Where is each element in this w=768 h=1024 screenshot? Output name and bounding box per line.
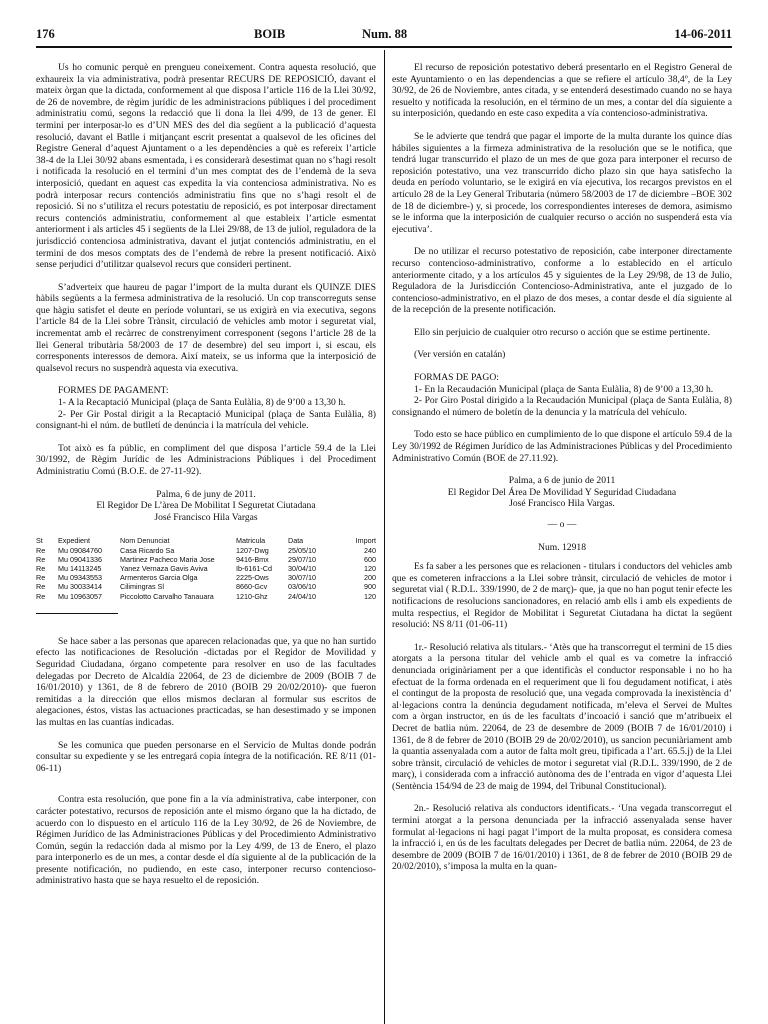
- table-cell: 30/07/10: [288, 573, 316, 583]
- column-header: Nom Denunciat: [120, 536, 170, 546]
- table-cell: 600: [364, 554, 376, 564]
- column-header: Expedient: [58, 536, 90, 546]
- notice-number: Num. 12918: [538, 541, 586, 553]
- signature-role: El Regidor De L’àrea De Mobilitat I Seguretat Ciutadana: [96, 500, 316, 512]
- table-cell: Re: [36, 591, 46, 601]
- header-rule: [36, 46, 732, 48]
- table-cell: Martinez Pacheco Maria Jose: [120, 554, 215, 564]
- table-cell: 9416-Bmx: [236, 554, 269, 564]
- paragraph: Se le advierte que tendrá que pagar el importe de la multa durante los quince días hábiles siguientes a la firmeza administrativa de la resolución que se le notifica, que tendrá lugar transcurrido el plazo de un mes de que goza para interponer el recurso de reposición potestativo, una vez transcurrido dicho plazo sin que haya satisfecho la deuda en período voluntario, se le exigirá en vía ejecutiva, los recargos previstos en el artículo 28 de la Ley General Tributaria (número 58/2003 de 17 de diciembre –BOE 302 de 18 de diciembre-) y, si procede, los correspondientes intereses de demora, asimismo se le informa que la interposición de cualquier recurso o acción no suspenderá esta vía ejecutiva’.: [392, 130, 732, 235]
- table-cell: Mu 09343553: [58, 573, 102, 583]
- paragraph: Us ho comunic perquè en prengueu coneixement. Contra aquesta resolució, que exhaureix la via administrativa, podrà presentar RECURS DE REPOSICIÓ, davant el mateix òrgan que la dictada, conformement al que disposa l’article 116 de la Llei 30/92, de 26 de novembre, de règim jurídic de les administracions públiques i del procediment administratiu comú, segons la redacció que li dona la llei 4/99, de 13 de gener. El termini per interposar-lo es d’UN MES des del dia següent a la publicació d’aquesta resolució, davant el Batlle i mitjançant escrit presentat a qualsevol de les oficines del Registre General d’aquest Ajuntament o a les dependències a què es refereix l’article 38-4 de la Llei 30/92 abans esmentada, i es considerarà desestimat quan no s’hagi resolt i notificada la resolució en el termini d’un mes comptat des de l’endemà de la seva interposició, quedant en aquest cas expedita la via contenciosa administrativa. No es podrà interposar recurs contenciós administratiu fins que no s’hagi resolt el de reposició. Si no s’utilitza el recurs potestatiu de reposició, es pot interposar directament recurs contenciós administratiu, conformement al que estableix l’article esmentat anteriorment i als articles 45 i següents de la Llei 29/88, de 13 de juliol, reguladora de la jurisdicció contenciosa administrativa, davant el jutjat contenciós administratiu, en el termini de dos mesos comptats des de l’endemà de rebre la present notificació. Això sense perjudici d’utilitzar qualsevol recurs que consideri pertinent.: [36, 62, 376, 271]
- signature-date: Palma, a 6 de junio de 2011: [508, 475, 616, 487]
- right-column: [392, 62, 732, 1024]
- paragraph: S’adverteix que haureu de pagar l’import de la multa durant els QUINZE DIES hàbils següents a la fermesa administrativa de la resolució. Un cop transcorreguts sense que hàgiu satisfet el deute en període voluntari, se us exigirà en via executiva, segons l’article 84 de la Llei sobre Trànsit, circulació de vehicles amb motor i seguretat vial, incrementat amb el recàrrec de constrenyiment corresponent (segons l’article 28 de la llei General tributària 58/2003 de 17 de desembre) del seu import i, si escau, els corresponents interessos de demora. Així mateix, se us informa que la interposició de qualsevol recurs no suspendrà aquesta via executiva.: [36, 281, 376, 374]
- separator: — o —: [547, 519, 577, 530]
- table-cell: Re: [36, 554, 46, 564]
- table-cell: 1207-Dwg: [236, 545, 269, 555]
- payment-option: 1- A la Recaptació Municipal (plaça de Santa Eulàlia, 8) de 9’00 a 13,30 h.: [58, 397, 346, 409]
- payment-option: 2- Per Gir Postal dirigit a la Recaptació Municipal (plaça de Santa Eulàlia, 8) consignant-hi el núm. de butlletí de denúncia i la matrícula del vehicle.: [36, 408, 376, 432]
- payment-title: FORMAS DE PAGO:: [414, 372, 499, 384]
- table-cell: Piccolotto Carvalho Tanauara: [120, 591, 214, 601]
- signature-block: [392, 475, 732, 510]
- payment-title: FORMES DE PAGAMENT:: [58, 385, 169, 397]
- paragraph: 2n.- Resolució relativa als conductors identificats.- ‘Una vegada transcorregut el termini atorgat a la persona denunciada per la infracció assenyalada sense haver formulat al·legacions ni hagi pagat l’import de la multa proposat, es considera comesa la infracció i, en ús de les facultats delegades per Decret de batlia núm. 22064, de 23 de desembre de 2009 (BOIB 7 de 16/01/2010) i 1361, de 8 de febrer de 2010 (BOIB 29 de 20/02/2010), s’imposa la multa en la quan-: [392, 803, 732, 873]
- publication-name: BOIB: [254, 27, 286, 41]
- table-cell: Re: [36, 582, 46, 592]
- paragraph: Ello sin perjuicio de cualquier otro recurso o acción que se estime pertinente.: [414, 326, 710, 338]
- table-row: [36, 582, 376, 591]
- paragraph: Tot això es fa públic, en compliment del que disposa l’article 59.4 de la Llei 30/1992, de Règim Jurídic de les Administracions Públiques i del Procediment Administratiu Comú (B.O.E. de 27-11-92).: [36, 442, 376, 477]
- payment-option: 2- Por Giro Postal dirigido a la Recaudación Municipal (plaça de Santa Eulàlia, 8) consignando el número de boletín de la denuncia y la matrícula del vehículo.: [392, 395, 732, 418]
- signature-name: José Francisco Hila Vargas.: [509, 498, 615, 510]
- table-cell: 120: [364, 563, 376, 573]
- table-cell: 2225-Ows: [236, 573, 269, 583]
- column-divider: [384, 50, 385, 1024]
- table-row: [36, 564, 376, 573]
- signature-date: Palma, 6 de juny de 2011.: [156, 488, 256, 500]
- table-cell: Ib-6161-Cd: [236, 563, 272, 573]
- table-cell: 29/07/10: [288, 554, 316, 564]
- table-cell: 200: [364, 573, 376, 583]
- page-number: 176: [36, 27, 55, 41]
- table-cell: 900: [364, 582, 376, 592]
- table-cell: Mu 09041336: [58, 554, 102, 564]
- paragraph: Se les comunica que pueden personarse en el Servicio de Multas donde podrán consultar su expediente y se les entregará copia íntegra de la notificación. RE 8/11 (01-06-11): [36, 739, 376, 774]
- table-cell: 1210-Ghz: [236, 591, 268, 601]
- table-cell: Mu 09084760: [58, 545, 102, 555]
- table-row: [36, 546, 376, 555]
- table-cell: 03/06/10: [288, 582, 316, 592]
- issue-date: 14-06-2011: [674, 27, 732, 41]
- table-cell: Mu 10963057: [58, 591, 102, 601]
- table-cell: Mu 30033414: [58, 582, 102, 592]
- table-cell: Mu 14113245: [58, 563, 102, 573]
- paragraph: Todo esto se hace público en cumplimiento de lo que dispone el artículo 59.4 de la Ley 30/1992 de Régimen Jurídico de las Administraciones Públicas y del Procedimiento Administrativo Común (BOE de 27.11.92).: [392, 429, 732, 464]
- paragraph: El recurso de reposición potestativo deberá presentarlo en el Registro General de este Ayuntamiento o en las dependencias a que se refiere el artículo 38,4º, de la Ley 30/92, de 26 de Noviembre, antes citada, y se entenderá desestimado cuando no se haya resuelto y notificada la resolución, en el término de un mes, a contar del día siguiente a su interposición, quedando en este caso expedita a vía contencioso-administrativa.: [392, 62, 732, 120]
- paragraph: (Ver versión en catalán): [414, 349, 506, 361]
- signature-role: El Regidor Del Área De Movilidad Y Seguridad Ciudadana: [447, 486, 677, 498]
- payment-option: 1- En la Recaudación Municipal (plaça de Santa Eulàlia, 8) de 9’00 a 13,30 h.: [414, 383, 714, 395]
- table-cell: 240: [364, 545, 376, 555]
- table-cell: 120: [364, 591, 376, 601]
- table-cell: Re: [36, 573, 46, 583]
- column-header: Matricula: [236, 536, 266, 546]
- table-cell: 8660-Gcv: [236, 582, 268, 592]
- table-cell: 30/04/10: [288, 563, 316, 573]
- column-header: St: [36, 536, 43, 546]
- fines-table: [36, 536, 376, 600]
- table-cell: Casa Ricardo Sa: [120, 545, 175, 555]
- column-header: Data: [288, 536, 304, 546]
- table-cell: Cilimingras Sl: [120, 582, 164, 592]
- signature-name: José Francisco Hila Vargas: [154, 511, 258, 523]
- table-cell: Re: [36, 563, 46, 573]
- table-header-row: [36, 536, 376, 545]
- page-header: [36, 29, 732, 45]
- paragraph: De no utilizar el recurso potestativo de reposición, cabe interponer directamente recurso contencioso-administrativo, conforme a lo establecido en el artículo anteriormente citado, y a los artículos 45 y siguientes de la Ley 29/98, de 13 de Julio, Reguladora de la Jurisdicción Contencioso-Administrativa, ante el juzgado de lo contencioso-administrativo, en el plazo de dos meses, a contar desde el día siguiente al de la recepción de la presente notificación.: [392, 246, 732, 316]
- paragraph: Contra esta resolución, que pone fin a la vía administrativa, cabe interponer, con carácter potestativo, recursos de reposición ante el mismo órgano que la ha dictado, de acuerdo con lo dispuesto en el artículo 116 de la Ley 30/92, de 26 de Noviembre, de Régimen Jurídico de las Administraciones Públicas y del Procedimiento Administrativo Común, según la redacción dada al mismo por la Ley 4/99, de 13 de Enero, el plazo para interponerlo es de un mes, a contar desde el día siguiente al de la publicación de la presente notificación, no pudiendo, en este caso, interponer recurso contencioso-administrativo hasta que se haya resuelto el de reposición.: [36, 794, 376, 887]
- table-row: [36, 555, 376, 564]
- column-header: Import: [355, 536, 376, 546]
- signature-block: [36, 489, 376, 524]
- table-cell: Armenteros Garcia Olga: [120, 573, 198, 583]
- table-row: [36, 592, 376, 601]
- table-cell: Re: [36, 545, 46, 555]
- table-cell: Yanez Vernaza Gavis Aviva: [120, 563, 208, 573]
- table-row: [36, 573, 376, 582]
- table-cell: 24/04/10: [288, 591, 316, 601]
- section-rule: [36, 613, 118, 614]
- issue-number: Num. 88: [362, 27, 408, 41]
- paragraph: 1r.- Resolució relativa als titulars.- ‘Atès que ha transcorregut el termini de 15 dies atorgats a la persona titular del vehicle amb el qual es va cometre la infracció denunciada originàriament per a que identificàs el conductor responsable i no ho ha efectuat de la forma ordenada en el requeriment que li fou degudament notificat, i atès el contingut de la proposta de resolució que, una vegada comprovada la inexistència d’ al·legacions contra la denúncia degudament notificada, m’eleva el Servei de Multes com a òrgan instructor, en ús de les facultats d’incoació i sanció que m’atribueix el Decret de batlia núm. 22064, de 23 de desembre de 2009 (BOIB 7 de 16/01/2010) i 1361, de 8 de febrer de 2010 (BOIB 29 de 20/02/2010), us sancion pecuniàriament amb la quantia assenyalada com a autor de falta molt greu, tipificada a l’art. 65.5.j) de la Llei sobre trànsit, circulació de vehicles de motor i seguretat vial (R.D.L. 339/1990, de 2 de març), i considerada com a infracció autònoma des de l’entrada en vigor d’aquesta Llei (Sentència 154/94 de 23 de maig de 1994, del Tribunal Constitucional).: [392, 641, 732, 792]
- left-column: [36, 62, 376, 1024]
- paragraph: Es fa saber a les persones que es relacionen - titulars i conductors del vehicles amb que es cometeren infraccions a la Llei sobre trànsit, circulació de vehicles de motor i seguretat vial ( R.D.L. 339/1990, de 2 de març)- que, ja que no han pogut tenir efecte les notificacions de resolucions sancionadores, en relació amb ells i amb els expedients de multa respectius, el Regidor de Mobilitat i Seguretat Ciutadana ha dictat la següent resolució: NS 8/11 (01-06-11): [392, 561, 732, 631]
- table-cell: 25/05/10: [288, 545, 316, 555]
- paragraph: Se hace saber a las personas que aparecen relacionadas que, ya que no han surtido efecto las notificaciones de Resolución -dictadas por el Regidor de Movilidad y Seguridad Ciudadana, órgano competente para resolver en uso de las facultades delegadas por Decreto de Alcaldía 22064, de 23 de diciembre de 2009 (BOIB 7 de 16/01/2010) y 1361, de 8 de febrero de 2010 (BOIB 29 20/02/2010)- que fueron remitidas a la dirección que ellos mismos declaran al formular sus escritos de alegaciones, éstos, vistas las actuaciones practicadas, se han desestimado y se imponen las multas en las cuantías indicadas.: [36, 635, 376, 728]
